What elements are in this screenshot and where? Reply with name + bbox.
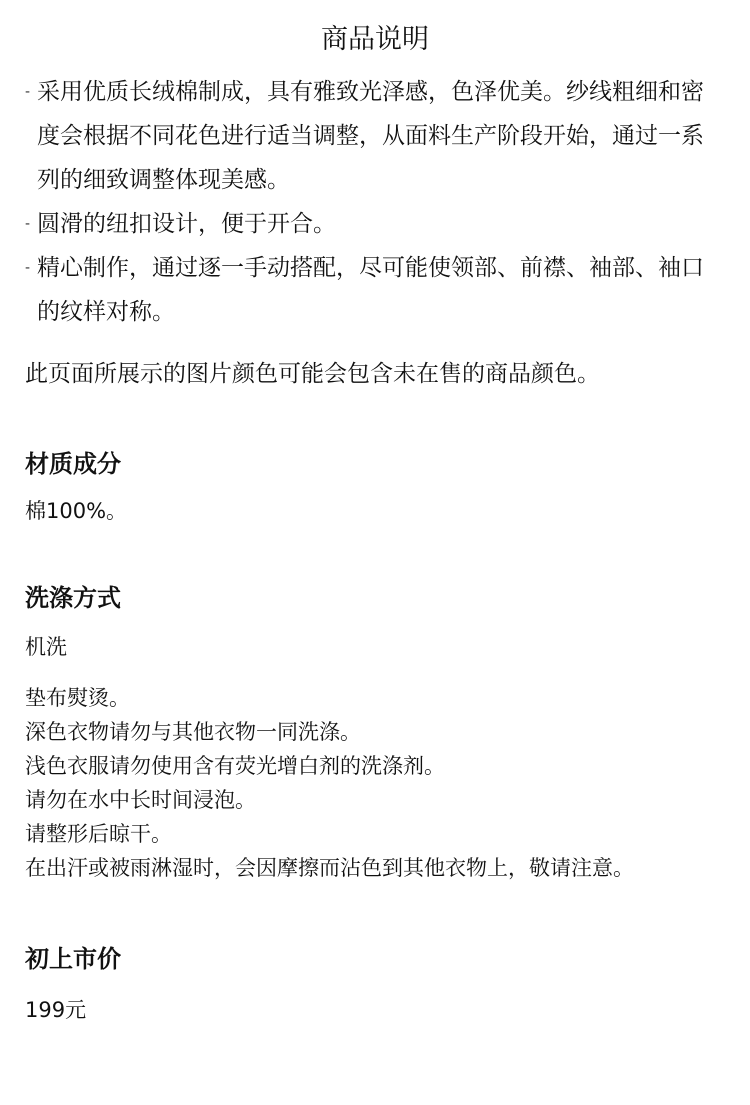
price-text: 199元: [25, 998, 87, 1022]
price-heading: 初上市价: [25, 945, 121, 973]
color-disclaimer: 此页面所展示的图片颜色可能会包含未在售的商品颜色。: [25, 361, 600, 387]
feature-item: [25, 246, 725, 334]
washing-heading: 洗涤方式: [25, 584, 121, 612]
care-item: 在出汗或被雨淋湿时，会因摩擦而沾色到其他衣物上，敬请注意。: [25, 856, 634, 880]
feature-item: [25, 202, 725, 246]
feature-text: 精心制作，通过逐一手动搭配，尽可能使领部、前襟、袖部、袖口的纹样对称。: [37, 255, 704, 325]
feature-list: [25, 70, 725, 334]
bullet-dash-icon: -: [25, 260, 31, 276]
bullet-dash-icon: -: [25, 84, 31, 100]
materials-heading: 材质成分: [25, 450, 121, 478]
wash-mode: 机洗: [25, 635, 67, 659]
bullet-dash-icon: -: [25, 216, 31, 232]
care-item: 请整形后晾干。: [25, 822, 172, 846]
care-item: 垫布熨烫。: [25, 686, 130, 710]
feature-item: [25, 70, 725, 202]
care-item: 请勿在水中长时间浸泡。: [25, 788, 256, 812]
feature-text: 圆滑的纽扣设计，便于开合。: [37, 211, 336, 237]
care-item: 浅色衣服请勿使用含有荧光增白剂的洗涤剂。: [25, 754, 445, 778]
page-title: 商品说明: [321, 24, 429, 55]
materials-text: 棉100%。: [25, 499, 128, 523]
feature-text: 采用优质长绒棉制成，具有雅致光泽感，色泽优美。纱线粗细和密度会根据不同花色进行适当调整，从面料生产阶段开始，通过一系列的细致调整体现美感。: [37, 79, 704, 193]
care-instructions: [25, 681, 725, 885]
care-item: 深色衣物请勿与其他衣物一同洗涤。: [25, 720, 361, 744]
